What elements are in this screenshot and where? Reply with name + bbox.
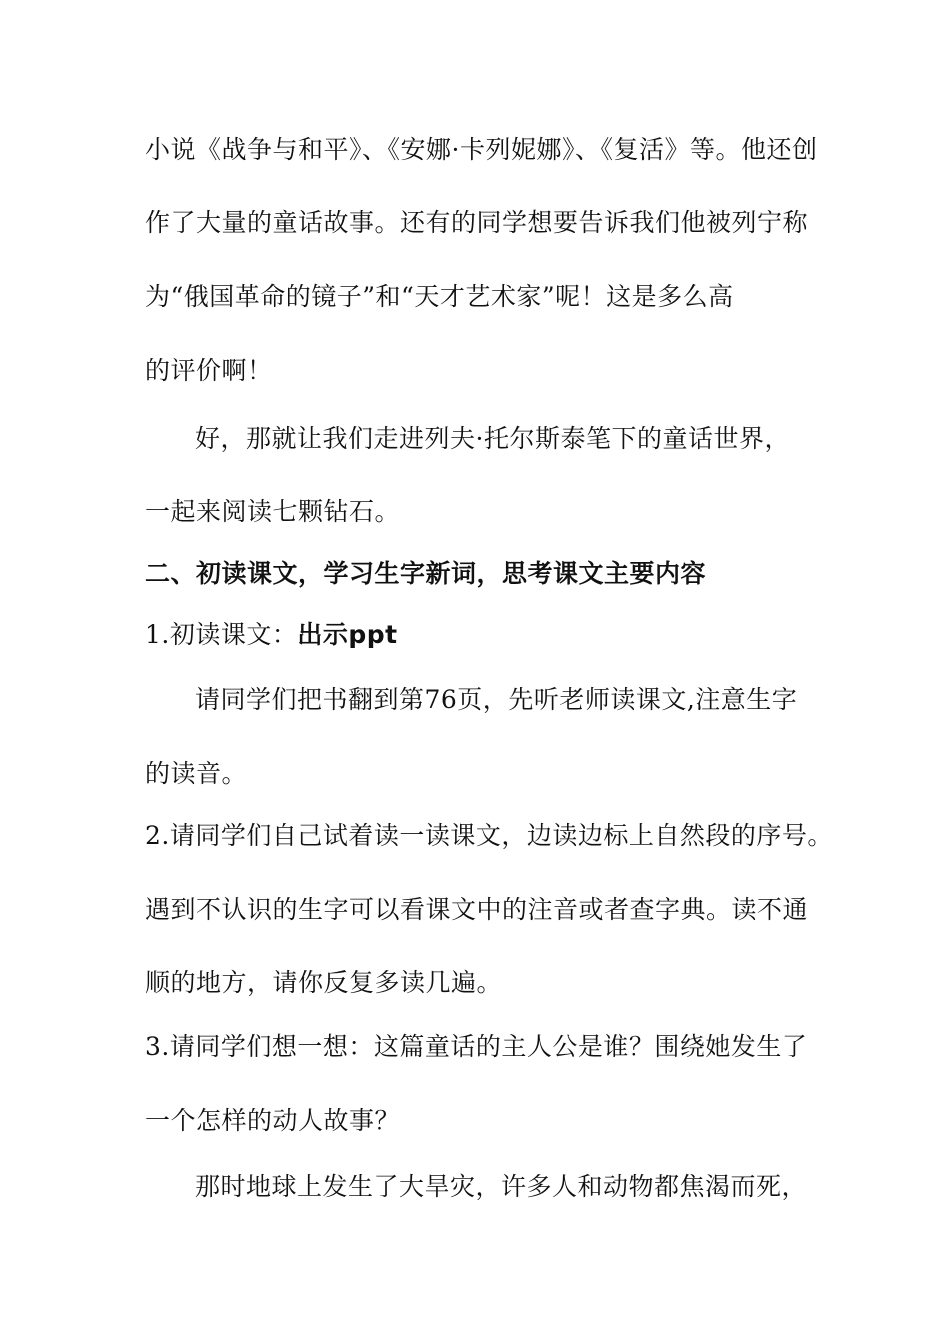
ppt-note: 出示ppt xyxy=(297,620,398,649)
numbered-item: 3.请同学们想一想：这篇童话的主人公是谁？围绕她发生了 xyxy=(145,1032,808,1061)
paragraph-line: 一个怎样的动人故事？ xyxy=(145,1106,401,1135)
section-heading: 二、初读课文，学习生字新词，思考课文主要内容 xyxy=(145,559,707,588)
paragraph-line: 顺的地方，请你反复多读几遍。 xyxy=(145,968,503,997)
paragraph-line: 遇到不认识的生字可以看课文中的注音或者查字典。读不通 xyxy=(145,895,809,924)
numbered-item xyxy=(145,618,835,652)
paragraph-line: 的读音。 xyxy=(145,759,248,788)
paragraph-line: 作了大量的童话故事。还有的同学想要告诉我们他被列宁称 xyxy=(145,208,809,237)
numbered-item-label: 1.初读课文： xyxy=(145,620,298,649)
paragraph-line: 一起来阅读七颗钻石。 xyxy=(145,497,401,526)
paragraph-line: 为“俄国革命的镜子”和“天才艺术家”呢！这是多么高 xyxy=(145,282,734,311)
paragraph-line: 请同学们把书翻到第76页，先听老师读课文,注意生字 xyxy=(195,685,798,714)
paragraph-line: 好，那就让我们走进列夫·托尔斯泰笔下的童话世界， xyxy=(195,424,790,453)
paragraph-line: 小说《战争与和平》、《安娜·卡列妮娜》、《复活》等。他还创 xyxy=(145,135,818,164)
numbered-item: 2.请同学们自己试着读一读课文，边读边标上自然段的序号。 xyxy=(145,821,833,850)
paragraph-line: 的评价啊！ xyxy=(145,356,273,385)
paragraph-line: 那时地球上发生了大旱灾，许多人和动物都焦渴而死， xyxy=(195,1172,808,1201)
